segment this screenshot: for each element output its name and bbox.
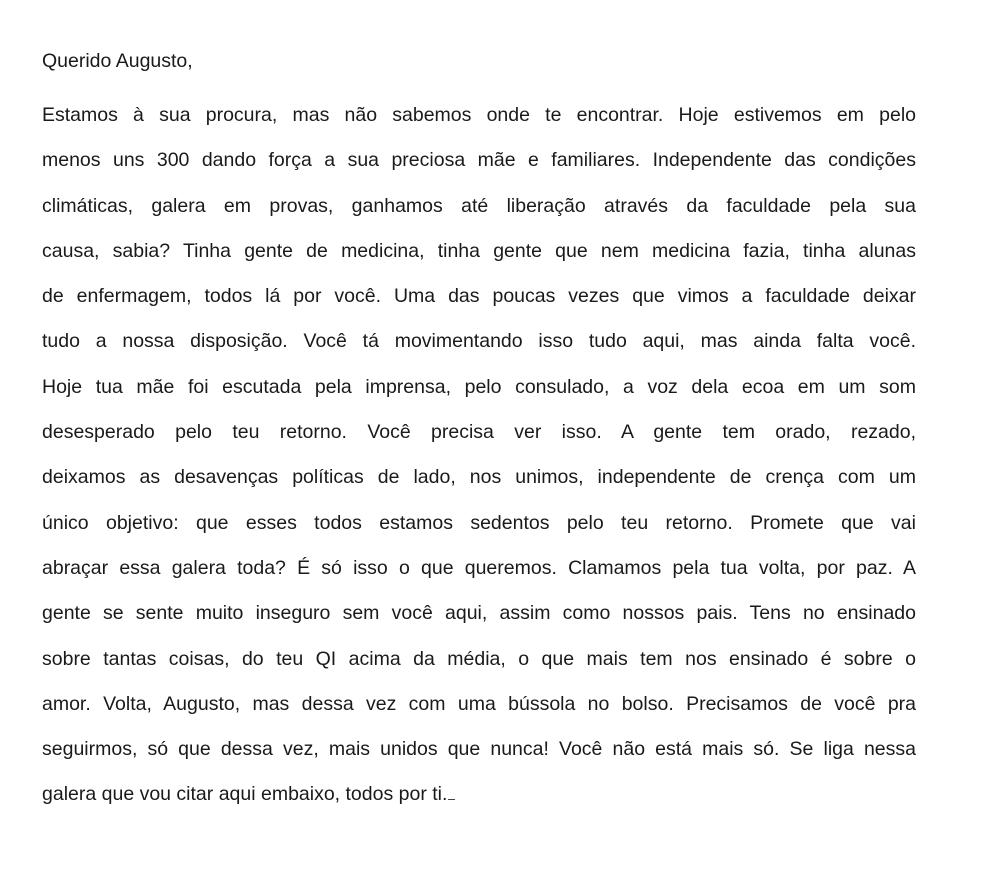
letter-line: único objetivo: que esses todos estamos sedentos pelo teu retorno. Promete que vai	[42, 511, 916, 534]
letter-line: tudo a nossa disposição. Você tá movimentando isso tudo aqui, mas ainda falta você.	[42, 330, 916, 353]
letter-line: seguirmos, só que dessa vez, mais unidos que nunca! Você não está mais só. Se liga nessa	[42, 738, 916, 761]
text-cursor	[448, 799, 455, 800]
letter-line: de enfermagem, todos lá por você. Uma das poucas vezes que vimos a faculdade deixar	[42, 285, 916, 308]
letter-line: menos uns 300 dando força a sua preciosa mãe e familiares. Independente das condições	[42, 149, 916, 172]
letter-line: sobre tantas coisas, do teu QI acima da média, o que mais tem nos ensinado é sobre o	[42, 647, 916, 670]
letter-line: climáticas, galera em provas, ganhamos até liberação através da faculdade pela sua	[42, 194, 916, 217]
letter-line: deixamos as desavenças políticas de lado, nos unimos, independente de crença com um	[42, 466, 916, 489]
letter-page	[42, 44, 916, 823]
letter-line-last	[42, 777, 916, 822]
letter-line-last-text: galera que vou citar aqui embaixo, todos por ti.	[42, 783, 448, 806]
letter-body	[42, 98, 916, 823]
letter-line: causa, sabia? Tinha gente de medicina, tinha gente que nem medicina fazia, tinha alunas	[42, 239, 916, 262]
letter-line: Estamos à sua procura, mas não sabemos onde te encontrar. Hoje estivemos em pelo	[42, 104, 916, 126]
letter-line: abraçar essa galera toda? É só isso o que queremos. Clamamos pela tua volta, por paz. A	[42, 556, 916, 579]
letter-line: desesperado pelo teu retorno. Você precisa ver isso. A gente tem orado, rezado,	[42, 421, 916, 444]
letter-line: amor. Volta, Augusto, mas dessa vez com uma bússola no bolso. Precisamos de você pra	[42, 692, 916, 715]
letter-line: gente se sente muito inseguro sem você aqui, assim como nossos pais. Tens no ensinado	[42, 602, 916, 625]
letter-line: Hoje tua mãe foi escutada pela imprensa, pelo consulado, a voz dela ecoa em um som	[42, 375, 916, 398]
letter-greeting: Querido Augusto,	[42, 50, 193, 72]
